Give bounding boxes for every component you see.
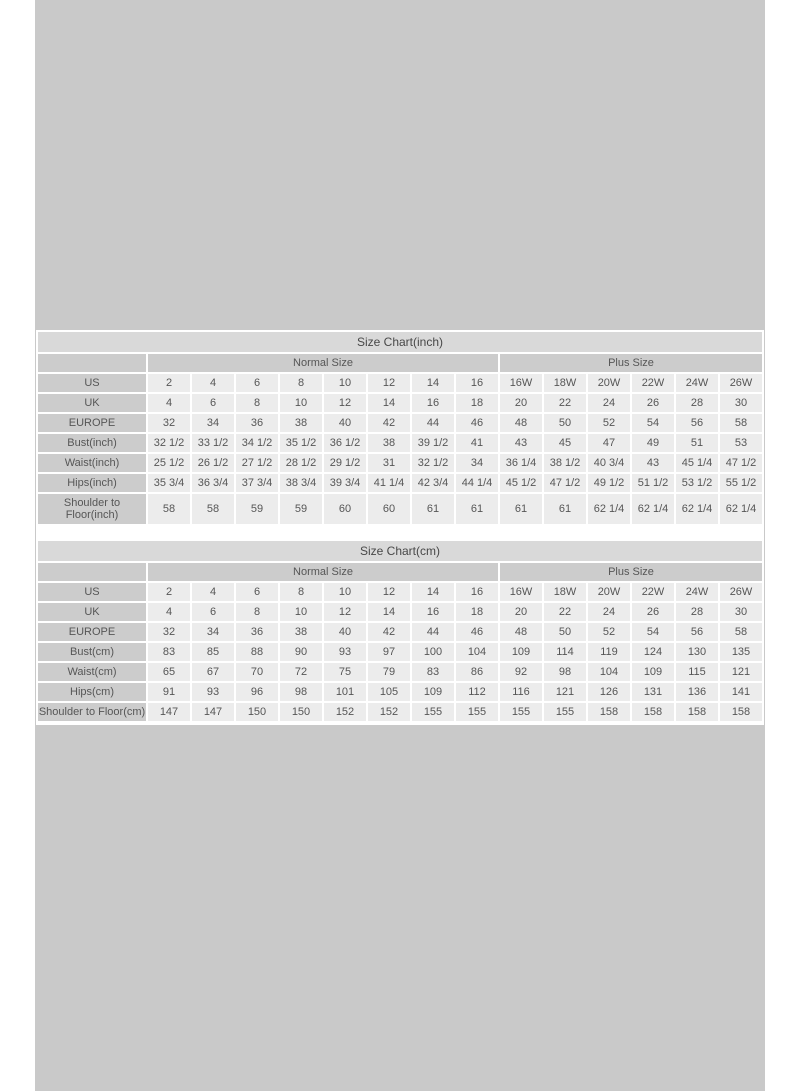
size-value-cell: 97 <box>368 643 410 661</box>
size-value-cell: 50 <box>544 623 586 641</box>
size-value-cell: 42 <box>368 414 410 432</box>
size-value-cell: 52 <box>588 623 630 641</box>
size-value-cell: 152 <box>324 703 366 721</box>
size-value-cell: 36 1/2 <box>324 434 366 452</box>
size-value-cell: 34 1/2 <box>236 434 278 452</box>
size-value-cell: 40 3/4 <box>588 454 630 472</box>
size-value-cell: 26W <box>720 374 762 392</box>
size-value-cell: 22W <box>632 583 674 601</box>
size-value-cell: 43 <box>500 434 542 452</box>
size-value-cell: 124 <box>632 643 674 661</box>
size-value-cell: 32 <box>148 623 190 641</box>
size-value-cell: 10 <box>280 603 322 621</box>
size-value-cell: 16 <box>412 394 454 412</box>
size-value-cell: 32 <box>148 414 190 432</box>
group-header-row <box>38 354 762 372</box>
size-value-cell: 18 <box>456 394 498 412</box>
row-label: Waist(cm) <box>38 663 146 681</box>
size-chart-inch <box>36 332 764 526</box>
size-value-cell: 18 <box>456 603 498 621</box>
size-value-cell: 42 3/4 <box>412 474 454 492</box>
size-value-cell: 33 1/2 <box>192 434 234 452</box>
size-value-cell: 92 <box>500 663 542 681</box>
size-value-cell: 38 <box>280 623 322 641</box>
size-value-cell: 38 <box>280 414 322 432</box>
size-value-cell: 38 1/2 <box>544 454 586 472</box>
size-value-cell: 158 <box>676 703 718 721</box>
table-row <box>38 434 762 452</box>
size-value-cell: 4 <box>148 603 190 621</box>
size-value-cell: 96 <box>236 683 278 701</box>
row-label: Hips(cm) <box>38 683 146 701</box>
size-value-cell: 93 <box>192 683 234 701</box>
size-value-cell: 115 <box>676 663 718 681</box>
size-value-cell: 61 <box>456 494 498 524</box>
size-value-cell: 28 1/2 <box>280 454 322 472</box>
row-label: EUROPE <box>38 623 146 641</box>
size-value-cell: 24W <box>676 374 718 392</box>
size-value-cell: 29 1/2 <box>324 454 366 472</box>
size-value-cell: 12 <box>368 583 410 601</box>
table-row <box>38 623 762 641</box>
size-value-cell: 39 3/4 <box>324 474 366 492</box>
size-value-cell: 34 <box>192 414 234 432</box>
row-label: Shoulder to Floor(inch) <box>38 494 146 524</box>
size-value-cell: 50 <box>544 414 586 432</box>
chart-title: Size Chart(cm) <box>38 541 762 561</box>
size-value-cell: 37 3/4 <box>236 474 278 492</box>
size-chart-cm <box>36 541 764 723</box>
size-value-cell: 42 <box>368 623 410 641</box>
size-value-cell: 158 <box>720 703 762 721</box>
size-value-cell: 60 <box>368 494 410 524</box>
size-value-cell: 116 <box>500 683 542 701</box>
size-value-cell: 121 <box>544 683 586 701</box>
chart-gap <box>36 526 764 539</box>
size-value-cell: 130 <box>676 643 718 661</box>
size-value-cell: 155 <box>500 703 542 721</box>
size-value-cell: 22 <box>544 394 586 412</box>
size-value-cell: 27 1/2 <box>236 454 278 472</box>
size-value-cell: 41 <box>456 434 498 452</box>
size-value-cell: 101 <box>324 683 366 701</box>
size-value-cell: 2 <box>148 374 190 392</box>
table-row <box>38 494 762 524</box>
size-value-cell: 6 <box>192 603 234 621</box>
size-value-cell: 24 <box>588 603 630 621</box>
row-label: Bust(inch) <box>38 434 146 452</box>
table-row <box>38 454 762 472</box>
size-value-cell: 131 <box>632 683 674 701</box>
size-value-cell: 121 <box>720 663 762 681</box>
size-value-cell: 16 <box>412 603 454 621</box>
table-row <box>38 703 762 721</box>
size-table <box>36 352 764 526</box>
size-value-cell: 40 <box>324 414 366 432</box>
size-value-cell: 4 <box>192 374 234 392</box>
size-value-cell: 45 1/4 <box>676 454 718 472</box>
size-value-cell: 150 <box>280 703 322 721</box>
row-label: Shoulder to Floor(cm) <box>38 703 146 721</box>
size-value-cell: 58 <box>720 623 762 641</box>
size-value-cell: 112 <box>456 683 498 701</box>
size-value-cell: 61 <box>544 494 586 524</box>
size-value-cell: 60 <box>324 494 366 524</box>
row-label: US <box>38 374 146 392</box>
size-value-cell: 79 <box>368 663 410 681</box>
group-header-cell <box>38 563 146 581</box>
size-value-cell: 2 <box>148 583 190 601</box>
table-row <box>38 374 762 392</box>
size-value-cell: 46 <box>456 414 498 432</box>
size-value-cell: 59 <box>280 494 322 524</box>
size-value-cell: 109 <box>632 663 674 681</box>
size-value-cell: 56 <box>676 414 718 432</box>
table-row <box>38 583 762 601</box>
size-value-cell: 53 1/2 <box>676 474 718 492</box>
size-value-cell: 26 <box>632 394 674 412</box>
size-value-cell: 158 <box>632 703 674 721</box>
size-value-cell: 61 <box>412 494 454 524</box>
size-value-cell: 62 1/4 <box>588 494 630 524</box>
size-value-cell: 6 <box>236 583 278 601</box>
row-label: US <box>38 583 146 601</box>
size-value-cell: 36 <box>236 414 278 432</box>
size-value-cell: 36 1/4 <box>500 454 542 472</box>
size-value-cell: 31 <box>368 454 410 472</box>
size-value-cell: 8 <box>280 583 322 601</box>
size-value-cell: 155 <box>412 703 454 721</box>
size-value-cell: 58 <box>192 494 234 524</box>
chart-title: Size Chart(inch) <box>38 332 762 352</box>
size-value-cell: 10 <box>280 394 322 412</box>
size-value-cell: 16W <box>500 583 542 601</box>
size-value-cell: 20 <box>500 394 542 412</box>
size-value-cell: 105 <box>368 683 410 701</box>
size-value-cell: 51 1/2 <box>632 474 674 492</box>
table-row <box>38 474 762 492</box>
size-value-cell: 136 <box>676 683 718 701</box>
size-value-cell: 18W <box>544 374 586 392</box>
size-value-cell: 26 1/2 <box>192 454 234 472</box>
size-value-cell: 48 <box>500 623 542 641</box>
size-value-cell: 6 <box>236 374 278 392</box>
size-value-cell: 14 <box>412 583 454 601</box>
size-value-cell: 32 1/2 <box>412 454 454 472</box>
group-header-cell <box>38 354 146 372</box>
size-value-cell: 58 <box>148 494 190 524</box>
size-charts-card <box>36 330 764 725</box>
size-value-cell: 36 3/4 <box>192 474 234 492</box>
size-value-cell: 16 <box>456 374 498 392</box>
size-value-cell: 8 <box>236 603 278 621</box>
table-row <box>38 643 762 661</box>
size-value-cell: 126 <box>588 683 630 701</box>
size-value-cell: 141 <box>720 683 762 701</box>
size-value-cell: 51 <box>676 434 718 452</box>
size-value-cell: 90 <box>280 643 322 661</box>
size-value-cell: 35 3/4 <box>148 474 190 492</box>
size-value-cell: 147 <box>192 703 234 721</box>
row-label: Bust(cm) <box>38 643 146 661</box>
size-value-cell: 53 <box>720 434 762 452</box>
size-value-cell: 12 <box>324 603 366 621</box>
size-value-cell: 56 <box>676 623 718 641</box>
size-value-cell: 83 <box>148 643 190 661</box>
size-value-cell: 55 1/2 <box>720 474 762 492</box>
row-label: UK <box>38 603 146 621</box>
group-header-row <box>38 563 762 581</box>
size-value-cell: 70 <box>236 663 278 681</box>
size-value-cell: 49 1/2 <box>588 474 630 492</box>
size-value-cell: 20 <box>500 603 542 621</box>
size-value-cell: 35 1/2 <box>280 434 322 452</box>
size-value-cell: 20W <box>588 374 630 392</box>
row-label: Hips(inch) <box>38 474 146 492</box>
size-value-cell: 12 <box>324 394 366 412</box>
table-row <box>38 603 762 621</box>
size-value-cell: 86 <box>456 663 498 681</box>
size-value-cell: 88 <box>236 643 278 661</box>
size-value-cell: 4 <box>148 394 190 412</box>
size-value-cell: 83 <box>412 663 454 681</box>
table-row <box>38 663 762 681</box>
size-value-cell: 16 <box>456 583 498 601</box>
size-value-cell: 26 <box>632 603 674 621</box>
size-value-cell: 52 <box>588 414 630 432</box>
size-value-cell: 14 <box>412 374 454 392</box>
size-value-cell: 6 <box>192 394 234 412</box>
size-value-cell: 12 <box>368 374 410 392</box>
size-value-cell: 32 1/2 <box>148 434 190 452</box>
size-value-cell: 91 <box>148 683 190 701</box>
table-row <box>38 394 762 412</box>
size-value-cell: 98 <box>280 683 322 701</box>
row-label: UK <box>38 394 146 412</box>
size-value-cell: 61 <box>500 494 542 524</box>
size-value-cell: 104 <box>456 643 498 661</box>
size-value-cell: 34 <box>456 454 498 472</box>
size-value-cell: 58 <box>720 414 762 432</box>
size-value-cell: 22 <box>544 603 586 621</box>
size-value-cell: 22W <box>632 374 674 392</box>
size-value-cell: 18W <box>544 583 586 601</box>
size-value-cell: 26W <box>720 583 762 601</box>
size-value-cell: 155 <box>544 703 586 721</box>
row-label: Waist(inch) <box>38 454 146 472</box>
size-value-cell: 38 <box>368 434 410 452</box>
size-value-cell: 16W <box>500 374 542 392</box>
size-value-cell: 41 1/4 <box>368 474 410 492</box>
size-value-cell: 62 1/4 <box>720 494 762 524</box>
group-header-cell: Plus Size <box>500 563 762 581</box>
size-value-cell: 40 <box>324 623 366 641</box>
size-value-cell: 30 <box>720 394 762 412</box>
size-table <box>36 561 764 723</box>
size-value-cell: 49 <box>632 434 674 452</box>
size-value-cell: 44 1/4 <box>456 474 498 492</box>
row-label: EUROPE <box>38 414 146 432</box>
size-value-cell: 44 <box>412 414 454 432</box>
size-value-cell: 119 <box>588 643 630 661</box>
size-value-cell: 47 1/2 <box>720 454 762 472</box>
size-value-cell: 54 <box>632 414 674 432</box>
size-value-cell: 44 <box>412 623 454 641</box>
size-value-cell: 8 <box>280 374 322 392</box>
size-value-cell: 45 1/2 <box>500 474 542 492</box>
size-value-cell: 47 <box>588 434 630 452</box>
size-value-cell: 34 <box>192 623 234 641</box>
size-value-cell: 100 <box>412 643 454 661</box>
size-value-cell: 147 <box>148 703 190 721</box>
size-value-cell: 54 <box>632 623 674 641</box>
size-value-cell: 24 <box>588 394 630 412</box>
size-value-cell: 93 <box>324 643 366 661</box>
size-value-cell: 45 <box>544 434 586 452</box>
size-value-cell: 14 <box>368 394 410 412</box>
size-value-cell: 24W <box>676 583 718 601</box>
size-value-cell: 114 <box>544 643 586 661</box>
size-value-cell: 67 <box>192 663 234 681</box>
size-value-cell: 109 <box>500 643 542 661</box>
size-value-cell: 38 3/4 <box>280 474 322 492</box>
size-value-cell: 25 1/2 <box>148 454 190 472</box>
size-value-cell: 10 <box>324 583 366 601</box>
size-value-cell: 62 1/4 <box>676 494 718 524</box>
size-value-cell: 47 1/2 <box>544 474 586 492</box>
size-value-cell: 85 <box>192 643 234 661</box>
size-value-cell: 46 <box>456 623 498 641</box>
size-value-cell: 59 <box>236 494 278 524</box>
size-value-cell: 72 <box>280 663 322 681</box>
size-value-cell: 14 <box>368 603 410 621</box>
size-value-cell: 152 <box>368 703 410 721</box>
size-value-cell: 28 <box>676 603 718 621</box>
size-value-cell: 36 <box>236 623 278 641</box>
size-value-cell: 39 1/2 <box>412 434 454 452</box>
size-value-cell: 48 <box>500 414 542 432</box>
size-value-cell: 65 <box>148 663 190 681</box>
size-value-cell: 98 <box>544 663 586 681</box>
table-row <box>38 683 762 701</box>
size-value-cell: 150 <box>236 703 278 721</box>
group-header-cell: Plus Size <box>500 354 762 372</box>
size-value-cell: 20W <box>588 583 630 601</box>
size-value-cell: 104 <box>588 663 630 681</box>
size-value-cell: 10 <box>324 374 366 392</box>
group-header-cell: Normal Size <box>148 563 498 581</box>
size-value-cell: 75 <box>324 663 366 681</box>
size-value-cell: 155 <box>456 703 498 721</box>
size-value-cell: 4 <box>192 583 234 601</box>
size-value-cell: 8 <box>236 394 278 412</box>
size-value-cell: 109 <box>412 683 454 701</box>
size-value-cell: 158 <box>588 703 630 721</box>
size-value-cell: 135 <box>720 643 762 661</box>
size-value-cell: 43 <box>632 454 674 472</box>
table-row <box>38 414 762 432</box>
group-header-cell: Normal Size <box>148 354 498 372</box>
size-value-cell: 28 <box>676 394 718 412</box>
size-value-cell: 30 <box>720 603 762 621</box>
size-value-cell: 62 1/4 <box>632 494 674 524</box>
